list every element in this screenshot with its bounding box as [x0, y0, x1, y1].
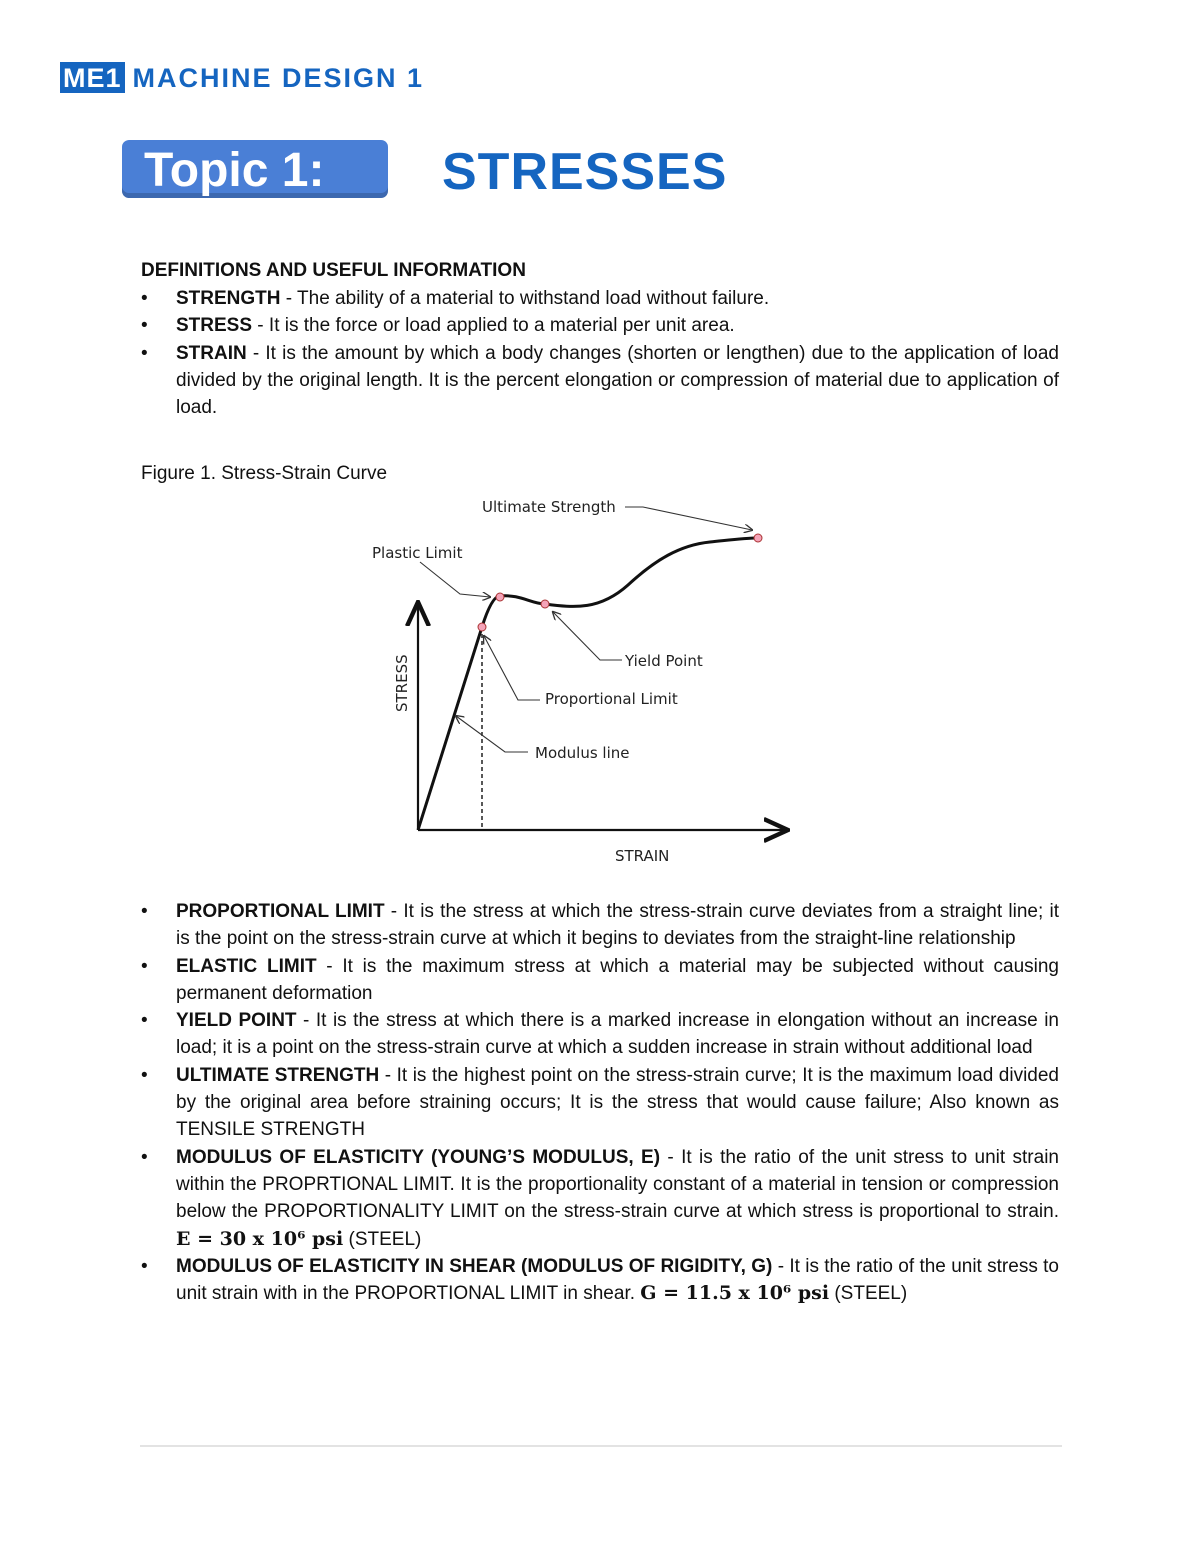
course-name: MACHINE DESIGN 1 [132, 62, 425, 93]
list-item [141, 1007, 1059, 1062]
material-note: (STEEL) [343, 1228, 422, 1250]
definition: - It is the ratio of the unit stress to unit strain within the PROPRTIONAL LIMIT. It is the proportionality constant of a material in tension or compression below the PROPORTIONALITY LIMIT on the stress-strain curve at which stress is proportional to strain. [176, 1146, 1059, 1223]
term: STRESS [176, 315, 253, 337]
term: MODULUS OF ELASTICITY IN SHEAR (MODULUS OF RIGIDITY, G) [176, 1255, 773, 1277]
ultimate-strength-point [754, 534, 762, 542]
page-title: STRESSES [442, 143, 728, 201]
definition: - The ability of a material to withstand load without failure. [280, 288, 770, 309]
definition: - It is the maximum stress at which a material may be subjected without causing permanent deformation [176, 955, 1059, 1004]
term: YIELD POINT [176, 1010, 297, 1032]
list-item [141, 1253, 1059, 1308]
plastic-leader [420, 562, 490, 597]
list-item [141, 285, 1059, 312]
list-item [141, 312, 1059, 339]
definition: - It is the stress at which there is a marked increase in elongation without an increase in load; it is a point on the stress-strain curve at which a sudden increase in strain without additional load [176, 1010, 1059, 1059]
yield-point-label: Yield Point [625, 652, 703, 670]
list-item [141, 340, 1059, 422]
list-item [141, 898, 1059, 953]
course-badge: ME1 [60, 62, 125, 93]
definition: - It is the ratio of the unit stress to unit strain with in the PROPORTIONAL LIMIT in shear. [176, 1255, 1059, 1305]
term: STRENGTH [176, 288, 281, 309]
definition: - It is the amount by which a body changes (shorten or lengthen) due to the application of load divided by the original length. It is the percent elongation or compression of material due to application of load. [176, 342, 1059, 419]
term: ELASTIC LIMIT [176, 955, 317, 977]
proportional-limit-point [478, 623, 486, 631]
y-axis-label: STRESS [393, 654, 411, 712]
definition: - It is the highest point on the stress-strain curve; It is the maximum load divided by the original area before straining occurs; It is the stress that would cause failure; Also known as TENSILE STRENGTH [176, 1064, 1060, 1141]
list-item [141, 953, 1059, 1008]
material-note: (STEEL) [829, 1283, 908, 1305]
plastic-limit-label: Plastic Limit [372, 544, 463, 562]
definition: - It is the stress at which the stress-strain curve deviates from a straight line; it is the point on the stress-strain curve at which it begins to deviates from the straight-line relationship [176, 901, 1059, 950]
proportional-leader [484, 636, 540, 700]
course-header [60, 62, 424, 93]
section-heading: DEFINITIONS AND USEFUL INFORMATION [141, 260, 526, 281]
shear-modulus-formula: G = 11.5 x 10⁶ psi [640, 1282, 830, 1305]
proportional-limit-label: Proportional Limit [545, 690, 678, 708]
yield-point [541, 600, 549, 608]
plastic-limit-point [496, 593, 504, 601]
stress-strain-diagram [360, 490, 800, 870]
topic-label-box [122, 140, 388, 198]
stress-strain-curve [418, 538, 758, 830]
term: STRAIN [176, 342, 247, 364]
x-axis-label: STRAIN [615, 847, 670, 865]
basic-definitions-list [141, 285, 1059, 421]
topic-label: Topic 1: [144, 144, 325, 197]
ultimate-strength-label: Ultimate Strength [482, 498, 616, 516]
modulus-leader [456, 716, 528, 752]
definition: - It is the force or load applied to a material per unit area. [252, 315, 735, 337]
yield-leader [553, 612, 622, 660]
list-item [141, 1144, 1059, 1253]
term: ULTIMATE STRENGTH [176, 1064, 380, 1086]
stress-strain-figure [360, 490, 800, 870]
list-item [141, 1062, 1059, 1144]
youngs-modulus-formula: E = 30 x 10⁶ psi [176, 1227, 344, 1250]
term: MODULUS OF ELASTICITY (YOUNG’S MODULUS, E) [176, 1146, 661, 1168]
term: PROPORTIONAL LIMIT [176, 901, 385, 922]
ultimate-leader [625, 507, 752, 530]
figure-caption: Figure 1. Stress-Strain Curve [141, 463, 388, 484]
footer-divider [140, 1445, 1062, 1447]
modulus-line-label: Modulus line [535, 744, 630, 762]
curve-definitions-list [141, 898, 1059, 1307]
